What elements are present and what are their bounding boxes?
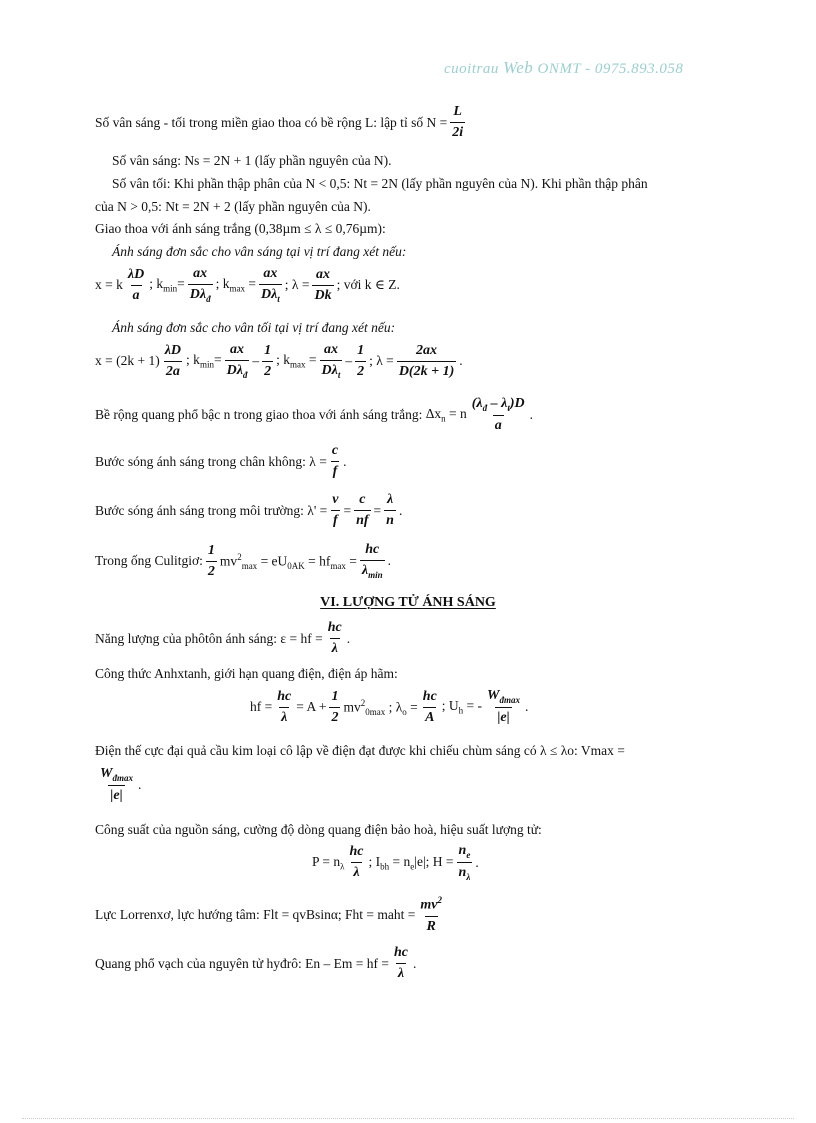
line-einstein: [95, 666, 398, 682]
line-spectrum-width: Bề rộng quang phổ bậc n trong giao thoa với ánh sáng trắng: $\Delta x_n = n$ $(\lambda_đ - \lambda_t)D$ a .: [95, 396, 534, 434]
text: của N > 0,5: Nt = 2N + 2 (lấy phần nguyên của N).: [95, 199, 371, 214]
text: Số vân sáng: Ns = 2N + 1 (lấy phần nguyên của N).: [112, 153, 392, 168]
section-title: VI. LƯỢNG TỬ ÁNH SÁNG: [320, 595, 496, 610]
line-max-potential: [95, 743, 625, 759]
formula-power: $P = n_\lambda$ hc λ ; $I_{bh} = n_e|e|$; H = $\frac{n_e}{n_\lambda}$ .: [312, 843, 479, 882]
text: Ánh sáng đơn sắc cho vân tối tại vị trí đang xét nếu:: [112, 320, 396, 335]
text: Điện thế cực đại quả cầu kim loại cô lập về điện đạt được khi chiếu chùm sáng có λ ≤ λo: Vmax =: [95, 743, 625, 758]
line-photon-energy: Năng lượng của phôtôn ánh sáng: ε = hf = $\frac{hc}{\lambda}$ .: [95, 620, 351, 657]
line-coolidge: Trong ống Culitgiơ: 1 2 $mv^2_{max} = eU_{0AK} = hf_{max}$ = hc $\lambda_{min}$ .: [95, 542, 392, 580]
text: Công thức Anhxtanh, giới hạn quang điện, điện áp hãm:: [95, 666, 398, 681]
formula-dark: x = (2k + 1) λD 2a ; $k_{min}=$ ax $D\lambda_đ$ – 1 2 ; $k_{max}$ = ax $D\lambda_t$ – 1 2 ; λ = $\frac{2ax}{D(2k + 1)}$ .: [95, 342, 463, 380]
formula-max-potential: $W_{đmax}$ |e| .: [100, 766, 142, 804]
line-wavelength-vacuum: Bước sóng ánh sáng trong chân không: λ = $\frac{c}{f}$ .: [95, 443, 347, 480]
line-count-fringes: [95, 104, 468, 141]
page-header-watermark: [444, 58, 683, 78]
line-lorentz: Lực Lorrenxơ, lực hướng tâm: Flt = qvBsinα; Fht = maht = $\frac{mv^2}{R}$: [95, 895, 442, 934]
text: Bề rộng quang phổ bậc n trong giao thoa với ánh sáng trắng:: [95, 407, 423, 423]
text: Ánh sáng đơn sắc cho vân sáng tại vị trí đang xét nếu:: [112, 244, 407, 259]
line-dark-count: [112, 176, 648, 192]
text: Trong ống Culitgiơ:: [95, 553, 203, 569]
text: Lực Lorrenxơ, lực hướng tâm: Flt = qvBsinα; Fht = maht =: [95, 906, 416, 922]
line-hydrogen: Quang phổ vạch của nguyên tử hyđrô: En – Em = hf = $\frac{hc}{\lambda}$ .: [95, 945, 417, 982]
line-wavelength-medium: Bước sóng ánh sáng trong môi trường: λ' = $\frac{v}{f}$ = $\frac{c}{nf}$ = $\frac{\lambda}{n}$ .: [95, 492, 403, 529]
formula-bright: x = k λD a ; $k_{min}=$ ax $D\lambda_đ$ ; $k_{max}$ = ax $D\lambda_t$ ; λ = $\frac{ax}{Dk}$ ; với k ∈ Z.: [95, 266, 400, 304]
text: Bước sóng ánh sáng trong chân không: λ =: [95, 453, 327, 469]
line-power: [95, 822, 542, 838]
text: Bước sóng ánh sáng trong môi trường: λ' =: [95, 502, 328, 518]
header-author: cuoitrau: [444, 61, 499, 77]
line-bright-condition: [112, 244, 406, 260]
text: Giao thoa với ánh sáng trắng (0,38µm ≤ λ ≤ 0,76µm):: [95, 221, 386, 236]
text: Quang phổ vạch của nguyên tử hyđrô: En – Em = hf =: [95, 955, 389, 971]
text: Số vân sáng - tối trong miền giao thoa có bề rộng L: lập tỉ số N =: [95, 114, 448, 130]
line-bright-count: [112, 153, 392, 169]
fraction: $\frac{L}{2i}$: [452, 104, 464, 141]
line-dark-count-2: [95, 199, 371, 215]
formula-einstein: hf = $\frac{hc}{\lambda}$ = A + $\frac{1}{2}$ $mv^2_{0max}$ ; $\lambda_o$ = $\frac{hc}{A}$ ; $U_h$ = - $W_{đmax}$ |e| .: [250, 688, 529, 726]
header-rest: ONMT - 0975.893.058: [537, 61, 684, 77]
text: Số vân tối: Khi phần thập phân của N < 0,5: Nt = 2N (lấy phần nguyên của N). Khi phần thập phân: [112, 176, 648, 191]
line-dark-condition: [112, 320, 395, 336]
line-white-light: [95, 221, 386, 237]
text: Công suất của nguồn sáng, cường độ dòng quang điện bảo hoà, hiệu suất lượng tử:: [95, 822, 542, 837]
text: Năng lượng của phôtôn ánh sáng: ε = hf =: [95, 630, 323, 646]
header-web: Web: [503, 58, 534, 77]
footer-divider: [22, 1118, 794, 1119]
